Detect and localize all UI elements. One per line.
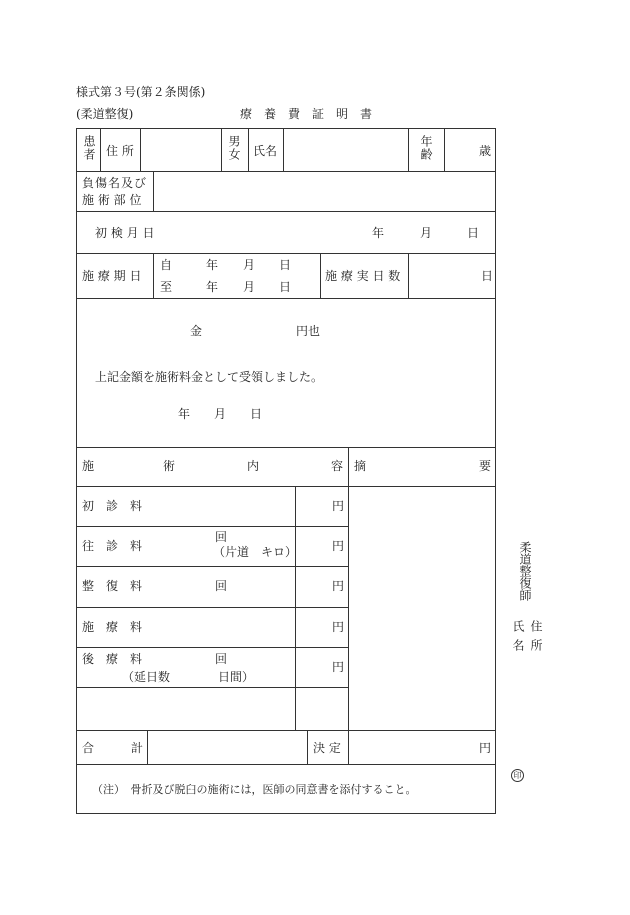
period-from-year: 年 xyxy=(206,258,219,272)
item-label: 後 療 料 xyxy=(82,652,143,666)
period-to-year: 年 xyxy=(206,280,219,294)
receipt-statement: 上記金額を施術料金として受領しました。 xyxy=(95,370,324,384)
summary-header-2: 要 xyxy=(479,459,492,473)
period-from: 自 xyxy=(160,258,173,272)
divider xyxy=(76,566,348,567)
gender-label: 男女 xyxy=(227,135,241,161)
page-title: 療 養 費 証 明 書 xyxy=(240,107,373,121)
divider xyxy=(408,128,409,171)
first-visit-label: 初 検 月 日 xyxy=(95,226,155,240)
divider xyxy=(76,730,496,731)
patient-label: 患者 xyxy=(82,135,96,161)
form-category: (柔道整復) xyxy=(76,107,134,121)
divider xyxy=(153,253,154,298)
divider xyxy=(76,447,496,448)
form-number: 様式第３号(第２条関係) xyxy=(76,85,206,99)
divider xyxy=(408,253,409,298)
divider xyxy=(283,128,284,171)
item-label: 初 診 料 xyxy=(82,499,143,513)
period-label: 施 療 期 日 xyxy=(82,269,142,283)
injury-label-2: 施 術 部 位 xyxy=(82,193,142,207)
actual-days-unit: 日 xyxy=(481,269,494,283)
receipt-day: 日 xyxy=(250,407,263,421)
item-note: （延日数 日間） xyxy=(122,670,255,684)
divider xyxy=(76,171,496,172)
practitioner-address-label: 住所 xyxy=(529,620,543,658)
item-label: 施 療 料 xyxy=(82,620,143,634)
period-to-day: 日 xyxy=(279,280,292,294)
item-label: 往 診 料 xyxy=(82,539,143,553)
divider xyxy=(76,687,348,688)
name-label: 氏名 xyxy=(253,144,278,158)
age-unit: 歳 xyxy=(479,144,492,158)
item-count: 回 xyxy=(215,579,228,593)
item-yen: 円 xyxy=(332,660,345,674)
address-label: 住 所 xyxy=(106,144,134,158)
period-from-month: 月 xyxy=(243,258,256,272)
divider xyxy=(76,298,496,299)
divider xyxy=(348,447,349,730)
total-label-1: 合 xyxy=(82,741,95,755)
divider xyxy=(221,128,222,171)
injury-label-1: 負傷名及び xyxy=(82,176,148,190)
divider xyxy=(320,253,321,298)
divider xyxy=(307,730,308,764)
item-count: 回 xyxy=(215,652,228,666)
item-label: 整 復 料 xyxy=(82,579,143,593)
seal-mark xyxy=(511,769,524,782)
decision-label: 決 定 xyxy=(313,741,341,755)
divider xyxy=(295,486,296,730)
first-visit-day: 日 xyxy=(467,226,480,240)
first-visit-month: 月 xyxy=(420,226,433,240)
divider xyxy=(348,730,349,764)
item-yen: 円 xyxy=(332,620,345,634)
practitioner-name-label: 氏名 xyxy=(511,620,525,658)
item-yen: 円 xyxy=(332,499,345,513)
practitioner-title: 柔道整復師 xyxy=(518,541,532,601)
divider xyxy=(76,607,348,608)
details-header-2: 術 xyxy=(163,459,176,473)
item-note: （片道 キロ） xyxy=(213,545,298,559)
divider xyxy=(147,730,148,764)
actual-days-label: 施 療 実 日 数 xyxy=(325,269,401,283)
item-yen: 円 xyxy=(332,539,345,553)
receipt-month: 月 xyxy=(214,407,227,421)
divider xyxy=(76,526,348,527)
period-to: 至 xyxy=(160,280,173,294)
item-count: 回 xyxy=(215,530,228,544)
divider xyxy=(248,128,249,171)
divider xyxy=(76,486,496,487)
details-header-3: 内 xyxy=(247,459,260,473)
footnote: （注） 骨折及び脱臼の施術には，医師の同意書を添付すること。 xyxy=(92,783,417,796)
details-header-4: 容 xyxy=(331,459,344,473)
divider xyxy=(444,128,445,171)
details-header-1: 施 xyxy=(82,459,95,473)
seal-text: 印 xyxy=(513,771,522,780)
decision-yen: 円 xyxy=(479,741,492,755)
first-visit-year: 年 xyxy=(372,226,385,240)
period-to-month: 月 xyxy=(243,280,256,294)
amount-suffix: 円也 xyxy=(296,324,321,338)
divider xyxy=(140,128,141,171)
divider xyxy=(76,647,348,648)
age-label: 年齢 xyxy=(419,135,433,161)
summary-header-1: 摘 xyxy=(354,459,367,473)
divider xyxy=(153,171,154,211)
divider xyxy=(76,211,496,212)
amount-prefix: 金 xyxy=(190,324,203,338)
period-from-day: 日 xyxy=(279,258,292,272)
divider xyxy=(100,128,101,171)
item-yen: 円 xyxy=(332,579,345,593)
receipt-year: 年 xyxy=(178,407,191,421)
divider xyxy=(76,253,496,254)
total-label-2: 計 xyxy=(131,741,144,755)
divider xyxy=(76,764,496,765)
